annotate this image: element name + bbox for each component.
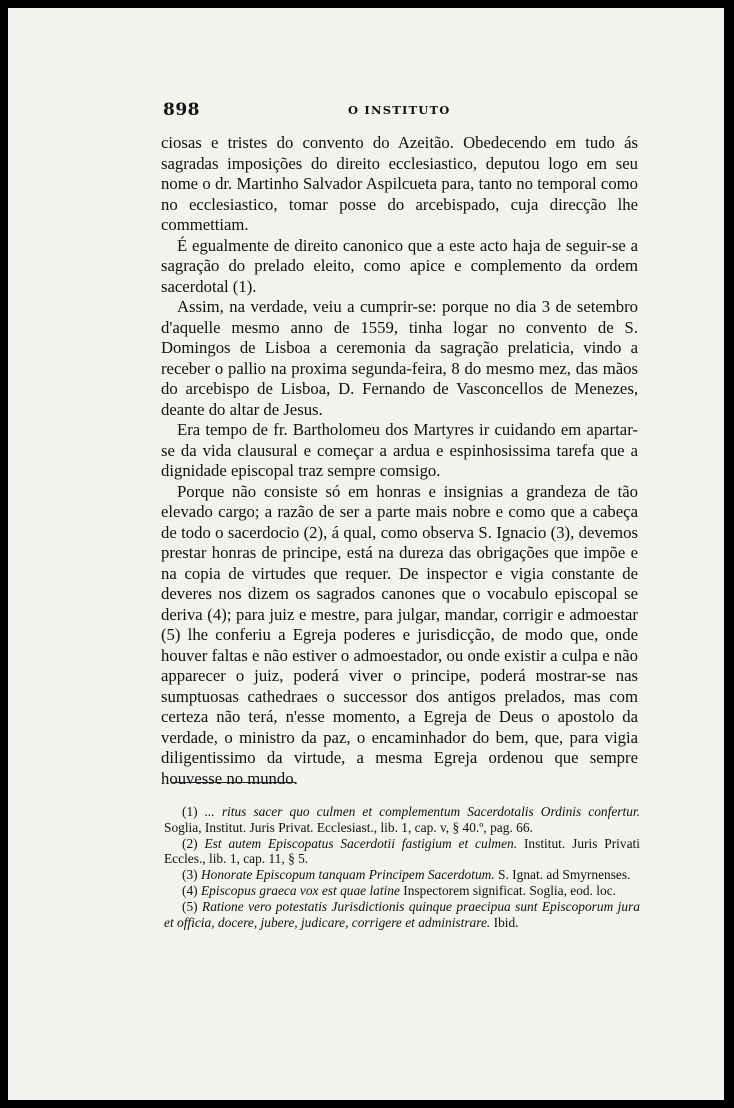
footnotes — [164, 804, 640, 930]
paragraph-2: É egualmente de direito canonico que a este acto haja de seguir-se a sagração do prelado eleito, como apice e complemento da ordem sacerdotal (1). — [161, 235, 638, 296]
paragraph-1: ciosas e tristes do convento do Azeitão. Obedecendo em tudo ás sagradas imposições do direito ecclesiastico, deputou logo em seu nome o dr. Martinho Salvador Aspilcueta para, tanto no temporal como no ecclesiastico, tomar posse do arcebispado, cuja direcção lhe commettiam. — [161, 133, 638, 234]
footnote — [164, 867, 640, 883]
footnote-mark: (3) — [182, 867, 198, 883]
footnote — [164, 836, 640, 868]
footnote-quote: ... ritus sacer quo culmen et complementum Sacerdotalis Ordinis confertur. — [204, 804, 640, 819]
paragraph-4: Era tempo de fr. Bartholomeu dos Martyres ir cuidando em apartar-se da vida clausural e começar a ardua e espinhosissima tarefa que a dignidade episcopal traz sempre comsigo. — [161, 420, 638, 480]
footnote-quote: Honorate Episcopum tanquam Principem Sacerdotum. — [200, 867, 495, 883]
footnote-citation: Inspectorem significat. Soglia, eod. loc. — [403, 882, 617, 898]
page-number: 898 — [163, 100, 200, 120]
footnote-mark: (2) — [182, 835, 198, 851]
page-header — [163, 100, 638, 124]
footnote-citation: Institut. Juris Privati Eccles., lib. 1, cap. 11, § 5. — [164, 835, 640, 867]
footnote-quote: Est autem Episcopatus Sacerdotii fastigium et culmen. — [204, 835, 518, 851]
footnote-mark: (1) — [182, 804, 198, 819]
footnote-quote: Ratione vero potestatis Jurisdictionis quinque praecipua sunt Episcoporum jura et officia, docere, jubere, judicare, corrigere et administrare. — [164, 898, 640, 930]
footnote-mark: (5) — [182, 898, 198, 914]
footnote-citation: Soglia, Institut. Juris Privat. Ecclesiast., lib. 1, cap. v, § 40.º, pag. 66. — [164, 819, 533, 835]
footnote-quote: Episcopus graeca vox est quae latine — [200, 882, 400, 898]
footnote-citation: Ibid. — [493, 914, 519, 930]
running-title: O INSTITUTO — [348, 103, 451, 117]
book-page — [8, 8, 724, 1100]
footnote-citation: S. Ignat. ad Smyrnenses. — [498, 867, 631, 883]
footnote-divider — [171, 782, 295, 783]
footnote — [164, 899, 640, 931]
footnote — [164, 883, 640, 899]
paragraph-5: Porque não consiste só em honras e insignias a grandeza de tão elevado cargo; a razão de ser a parte mais nobre e como que a cabeça de todo o sacerdocio (2), á qual, como observa S. Ignacio (3), devemos prestar honras de principe, está na dureza das obrigações que impõe e na copia de virtudes que requer. De inspector e vigia constante de deveres nos dizem os sagrados canones que o vocabulo episcopal se deriva (4); para juiz e mestre, para julgar, mandar, corrigir e admoestar (5) lhe conferiu a Egreja poderes e jurisdicção, de modo que, onde houver faltas e não estiver o admoestador, ou onde existir a culpa e não apparecer o juiz, poderá viver o principe, poderá mostrar-se nas sumptuosas cathedraes o successor dos antigos prelados, mas com certeza não terá, n'esse momento, a Egreja de Deus o apostolo da verdade, o ministro da paz, o encaminhador do bem, que, para vigia diligentissimo da virtude, a mesma Egreja ordenou que sempre houvesse no mundo. — [161, 481, 638, 788]
main-text — [161, 133, 638, 789]
footnote-mark: (4) — [182, 882, 198, 898]
footnote — [164, 804, 640, 836]
paragraph-3: Assim, na verdade, veiu a cumprir-se: porque no dia 3 de setembro d'aquelle mesmo anno de 1559, tinha logar no convento de S. Domingos de Lisboa a ceremonia da sagração prelaticia, vindo a receber o pallio na proxima segunda-feira, 8 do mesmo mez, das mãos do arcebispo de Lisboa, D. Fernando de Vasconcellos de Menezes, deante do altar de Jesus. — [161, 297, 638, 419]
